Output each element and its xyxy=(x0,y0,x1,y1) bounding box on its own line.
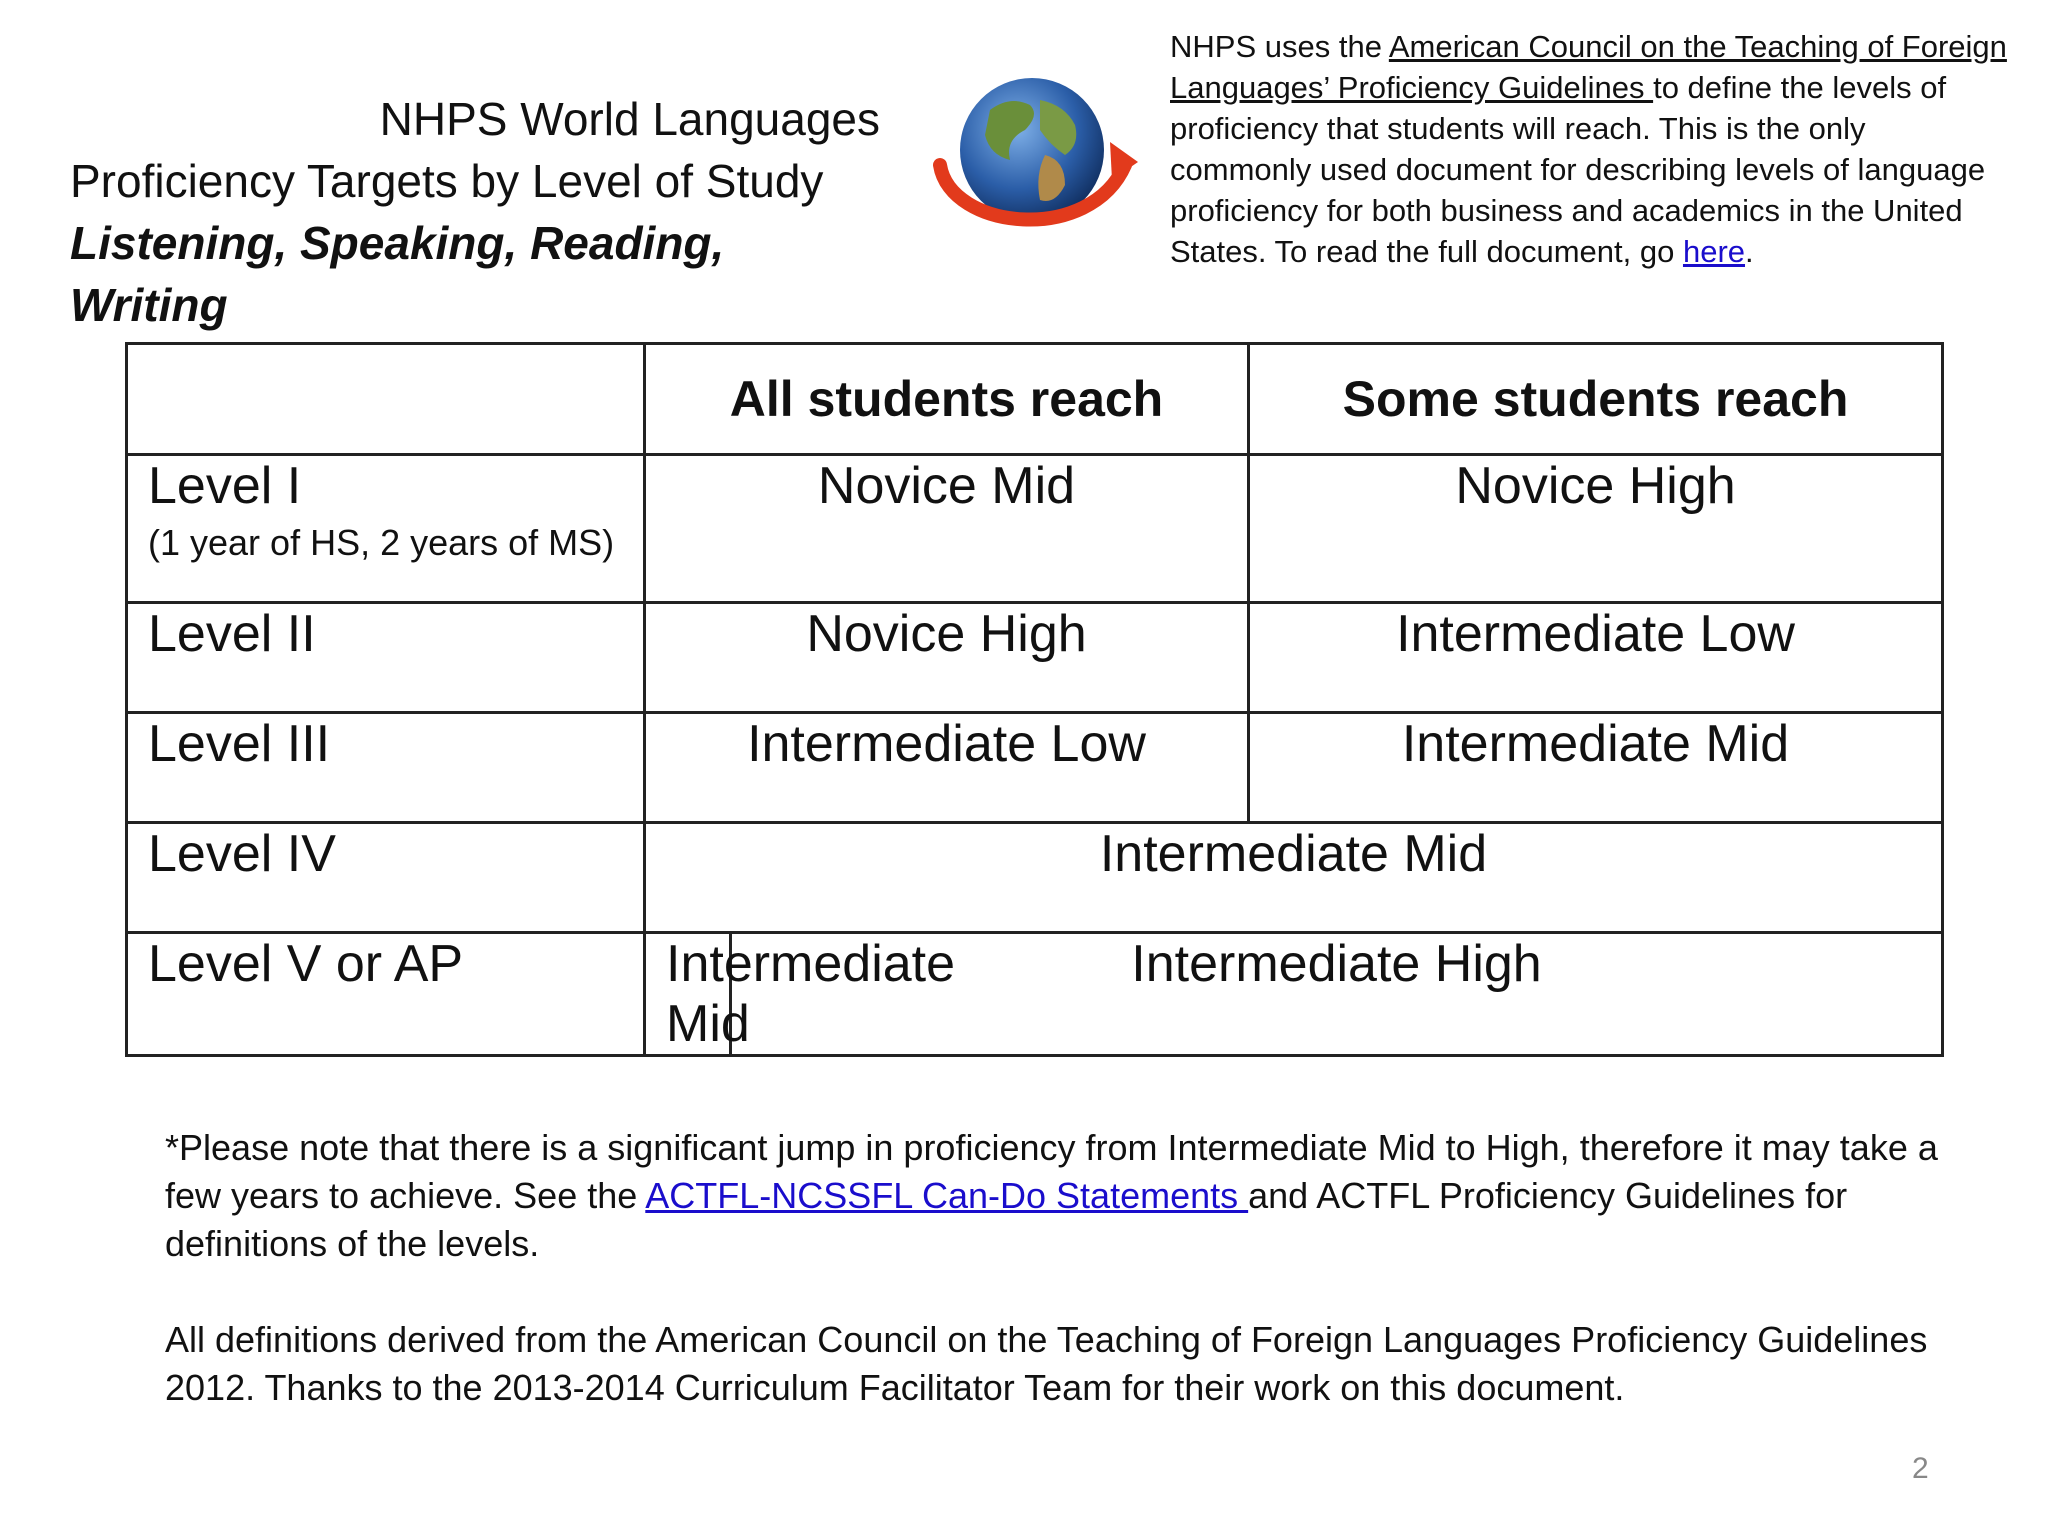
level-cell xyxy=(127,455,645,603)
all-students-cell: Novice High xyxy=(645,603,1249,713)
intro-body: to define the levels of proficiency that students will reach. This is the only commonly used document for describing levels of language proficiency for both business and academics in the United States. To read the full document, go xyxy=(1170,70,1986,269)
header-empty xyxy=(127,344,645,455)
intro-end: . xyxy=(1745,234,1754,269)
title-line-3: Listening, Speaking, Reading, Writing xyxy=(70,217,725,331)
table-row xyxy=(127,455,1943,603)
note-text-2: and ACTFL Proficiency Guidelines for definitions of the levels. xyxy=(165,1175,1848,1264)
level-label: Level II xyxy=(127,603,645,713)
all-students-cell: Intermediate Mid xyxy=(645,933,731,1056)
some-students-cell: Intermediate Mid xyxy=(1249,713,1943,823)
proficiency-table xyxy=(125,342,1944,1057)
credits-paragraph: All definitions derived from the American Council on the Teaching of Foreign Languages Proficiency Guidelines 2012. Thanks to the 2013-2014 Curriculum Facilitator Team for their work on this document. xyxy=(165,1319,1928,1408)
note-paragraph xyxy=(165,1124,1965,1268)
all-students-cell: Novice Mid xyxy=(645,455,1249,603)
actfl-guidelines-text: American Council on the Teaching of Foreign Languages’ Proficiency Guidelines xyxy=(1170,29,2007,105)
level-label: Level V or AP xyxy=(127,933,645,1056)
some-students-cell: Intermediate High xyxy=(731,933,1943,1056)
can-do-statements-link[interactable]: ACTFL-NCSSFL Can-Do Statements xyxy=(645,1175,1249,1216)
intro-prefix: NHPS uses the xyxy=(1170,29,1389,64)
level-note: (1 year of HS, 2 years of MS) xyxy=(148,522,615,563)
table-row xyxy=(127,933,1943,1056)
note-text-1: *Please note that there is a significant jump in proficiency from Intermediate Mid to High, therefore it may take a few years to achieve. See the xyxy=(165,1127,1938,1216)
header-some-students: Some students reach xyxy=(1249,344,1943,455)
level-label: Level III xyxy=(127,713,645,823)
intro-paragraph xyxy=(1170,26,2010,272)
globe-icon xyxy=(920,70,1140,240)
here-link[interactable]: here xyxy=(1682,234,1746,269)
title-line-2: Proficiency Targets by Level of Study xyxy=(70,155,824,207)
table-row xyxy=(127,713,1943,823)
title-line-1: NHPS World Languages xyxy=(379,93,880,145)
page-number: 2 xyxy=(1912,1452,1929,1485)
all-students-cell: Intermediate Low xyxy=(645,713,1249,823)
some-students-cell: Novice High xyxy=(1249,455,1943,603)
page-title xyxy=(70,88,880,336)
level-label: Level IV xyxy=(127,823,645,933)
table-row xyxy=(127,823,1943,933)
header-all-students: All students reach xyxy=(645,344,1249,455)
some-students-cell: Intermediate Low xyxy=(1249,603,1943,713)
merged-cell: Intermediate Mid xyxy=(645,823,1943,933)
level-label: Level I xyxy=(148,457,302,515)
table-row xyxy=(127,603,1943,713)
